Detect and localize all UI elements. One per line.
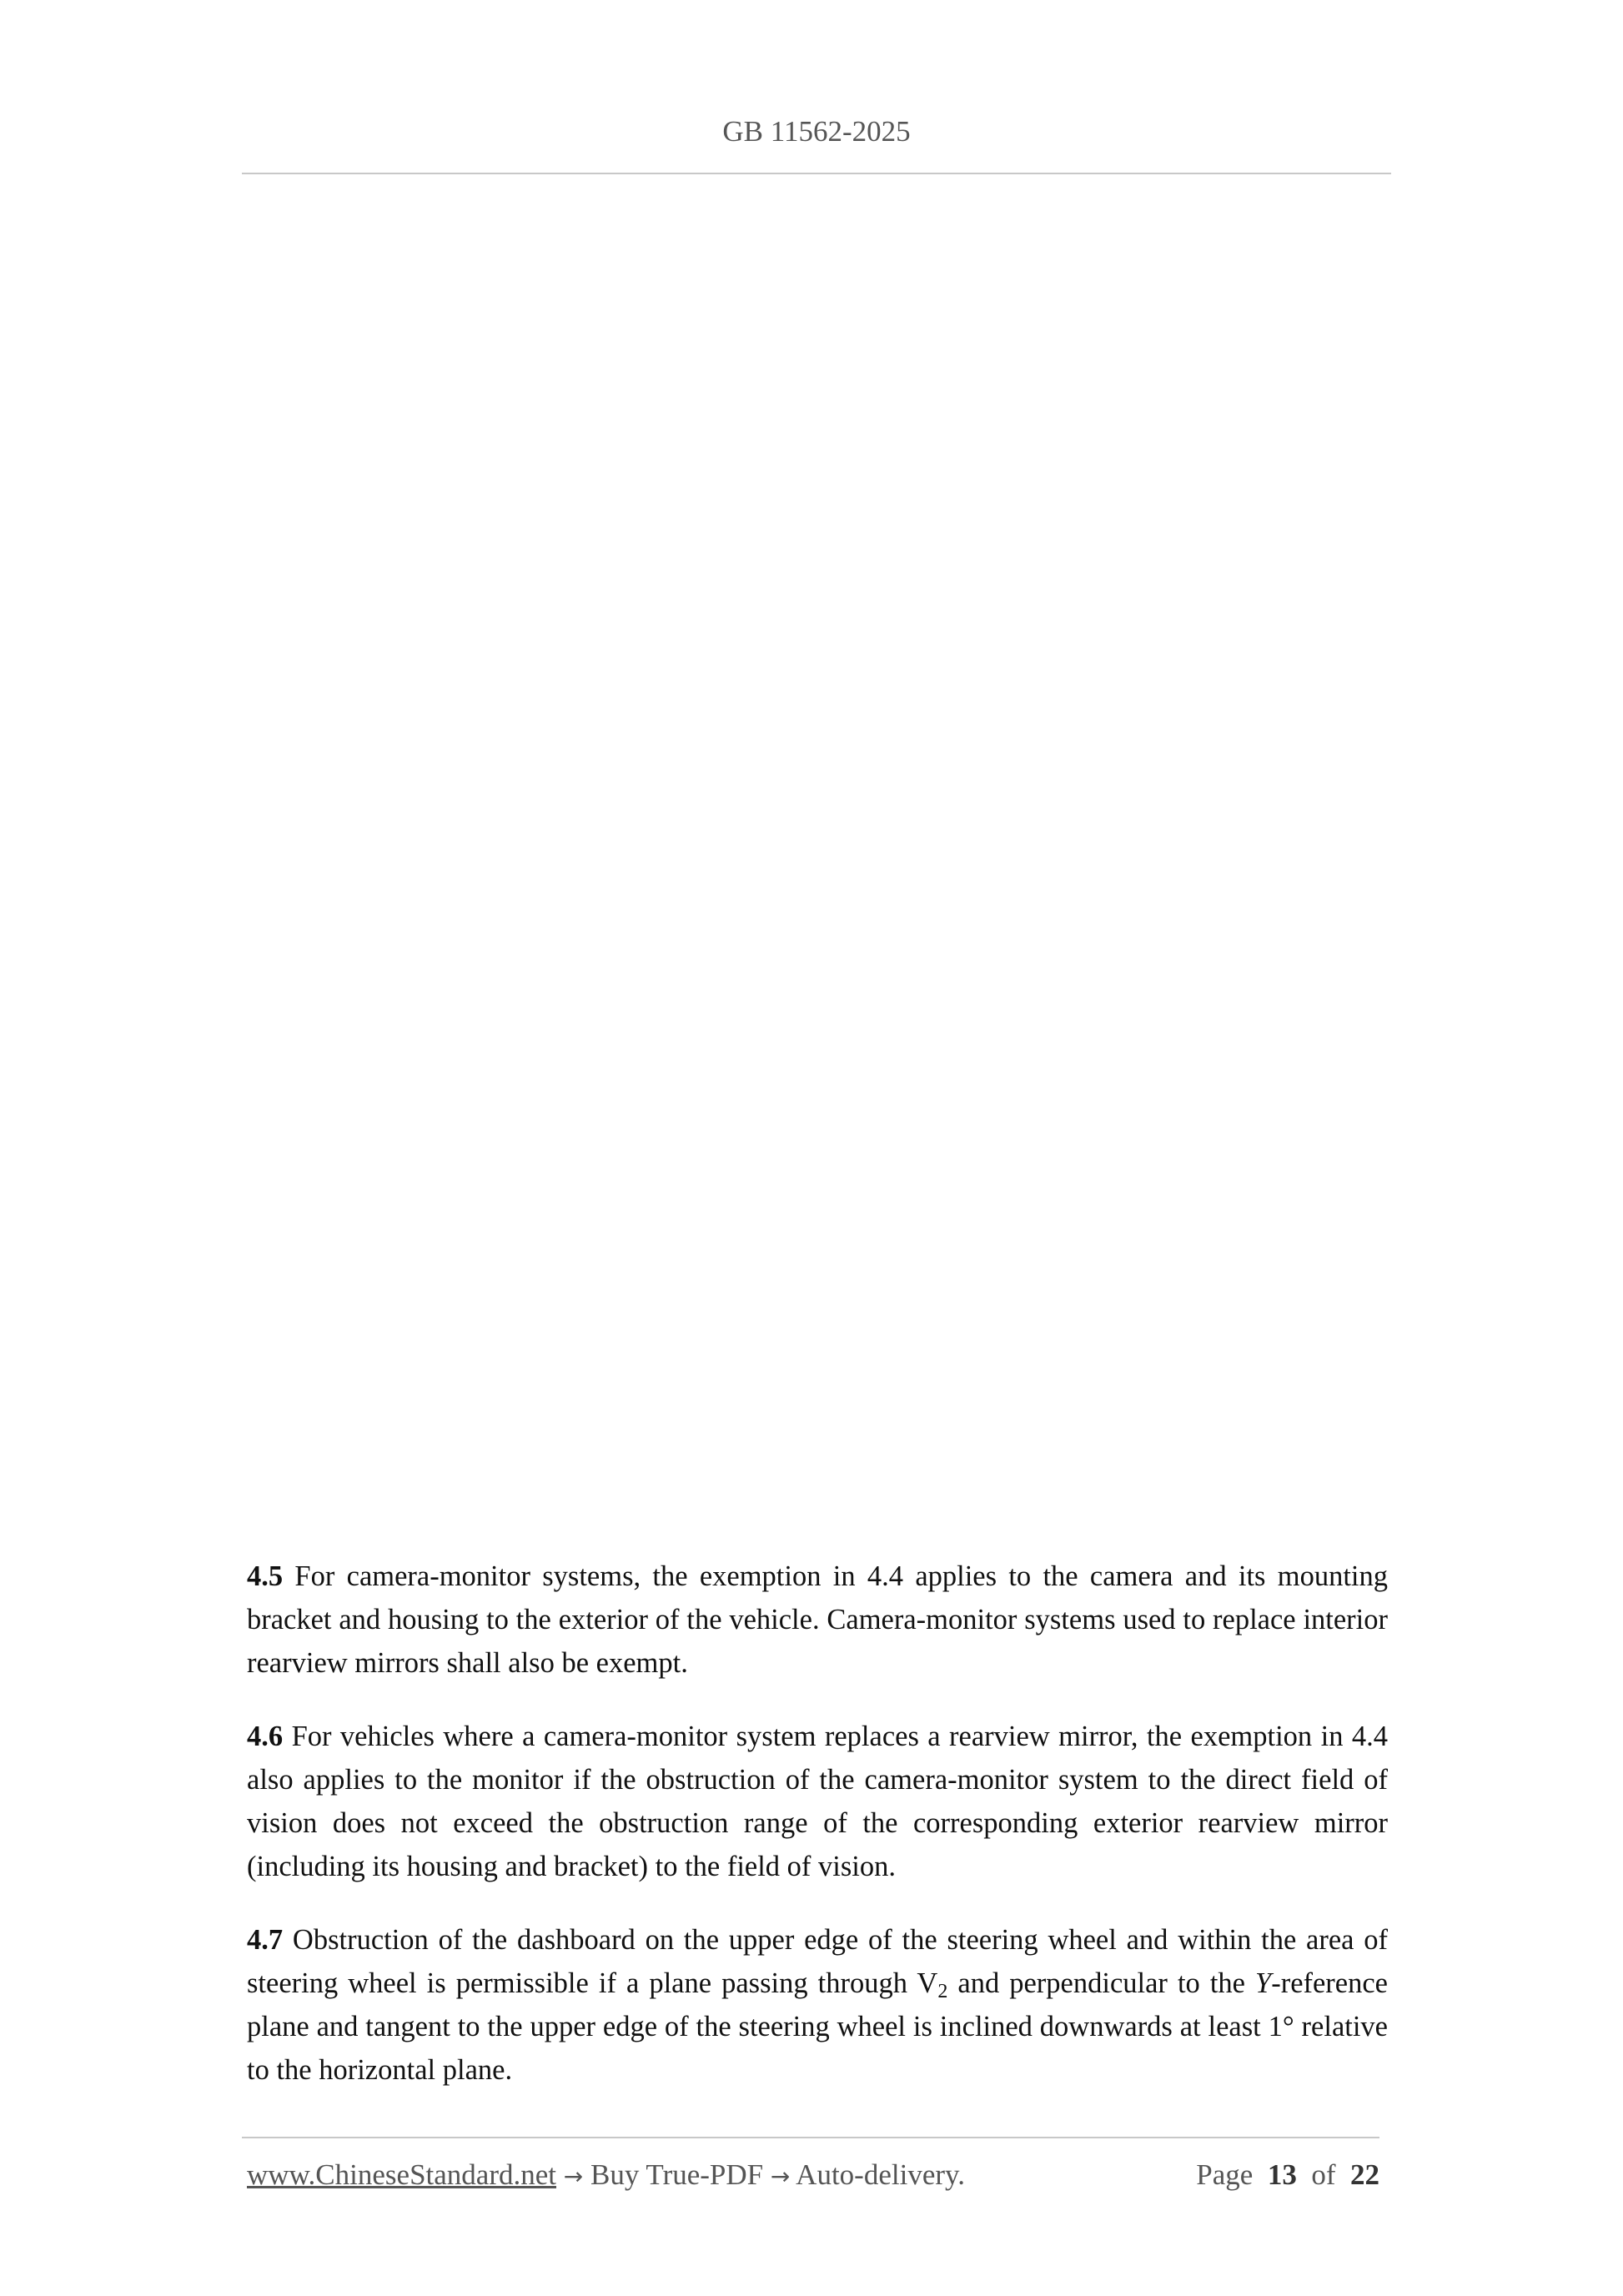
website-link[interactable]: www.ChineseStandard.net xyxy=(247,2158,556,2191)
footer-divider xyxy=(242,2137,1379,2138)
clause-text: For vehicles where a camera-monitor system replaces a rearview mirror, the exemption in 4.4 also applies to the monitor if the obstruction of the camera-monitor system to the direct field of vision does not exceed the obstruction range of the corresponding exterior rearview mirror (including its housing and bracket) to the field of vision. xyxy=(247,1721,1389,1882)
document-body xyxy=(247,1555,1388,2122)
arrow-right-icon: → xyxy=(770,2163,791,2190)
subscript: 2 xyxy=(937,1981,948,2002)
document-header: GB 11562-2025 xyxy=(722,115,911,148)
clause-4-6 xyxy=(247,1715,1388,1888)
page-of-label: of xyxy=(1311,2158,1336,2191)
clause-4-5 xyxy=(247,1555,1388,1685)
clause-number: 4.5 xyxy=(247,1560,284,1592)
arrow-right-icon: → xyxy=(563,2163,584,2190)
buy-text: Buy True-PDF xyxy=(583,2158,771,2191)
clause-text: For camera-monitor systems, the exemption in 4.4 applies to the camera and its mounting bracket and housing to the exterior of the vehicle. Camera-monitor systems used to replace interior rearview mirrors shall also be exempt. xyxy=(247,1560,1388,1679)
italic-axis-label: Y xyxy=(1255,1967,1272,1999)
clause-number: 4.7 xyxy=(247,1924,284,1956)
clause-number: 4.6 xyxy=(247,1721,284,1752)
page-current: 13 xyxy=(1267,2158,1297,2191)
footer-promo xyxy=(247,2158,965,2192)
clause-text-part-c: -reference plane and tangent to the upper edge of the steering wheel is inclined downwards at least 1° relative to the horizontal plane. xyxy=(247,1967,1388,2086)
page-total: 22 xyxy=(1350,2158,1379,2191)
page-footer xyxy=(247,2158,1379,2192)
clause-text-part-a: Obstruction of the dashboard on the upper edge of the steering wheel and within the area of steering wheel is permissible if a plane passing through V xyxy=(247,1924,1389,1999)
clause-text-part-b: and perpendicular to the xyxy=(947,1967,1256,1999)
page-indicator xyxy=(1196,2158,1379,2192)
header-divider xyxy=(242,173,1391,174)
delivery-text: Auto-delivery. xyxy=(790,2158,965,2191)
clause-4-7 xyxy=(247,1918,1388,2092)
page-label: Page xyxy=(1196,2158,1254,2191)
